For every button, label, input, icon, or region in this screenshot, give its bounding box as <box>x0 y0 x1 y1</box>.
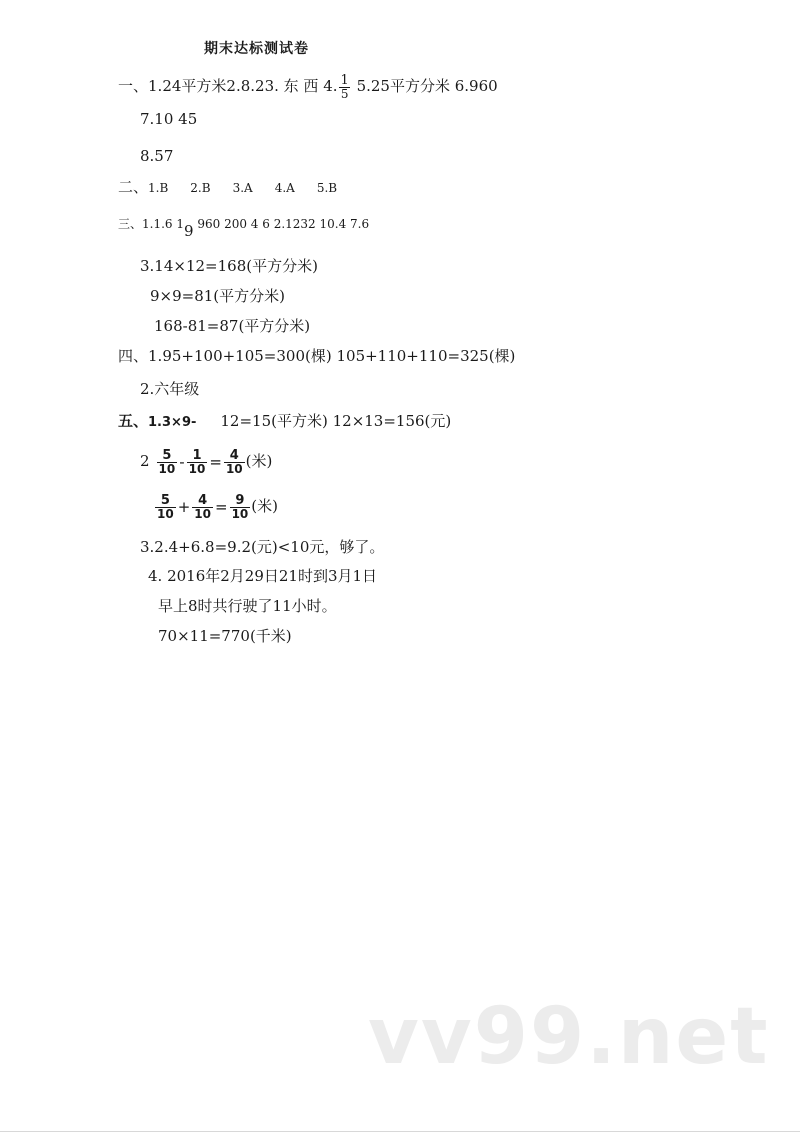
section-2-prefix: 二、 <box>118 178 149 196</box>
section-1-prefix: 一、 <box>118 77 149 95</box>
equals-sign: = <box>214 498 228 516</box>
section-2-item: 5.B <box>316 181 338 195</box>
section-3-line-1 <box>118 213 370 240</box>
section-3-line-3: 9×9=81(平方分米) <box>150 287 286 305</box>
fraction-numerator: 5 <box>160 493 170 508</box>
minus-sign: - <box>179 453 185 471</box>
fraction-numerator: 4 <box>198 493 208 508</box>
eq1-unit: (米) <box>245 452 273 470</box>
watermark: vv99.net <box>368 992 770 1082</box>
section-2-item: 4.A <box>274 181 295 195</box>
section-1-line-3: 8.57 <box>140 147 174 165</box>
section-5-text-a: 1.3×9- <box>148 415 197 430</box>
fraction <box>224 449 245 475</box>
fraction <box>192 494 213 520</box>
section-5-text-b: 12=15(平方米) 12×13=156(元) <box>220 412 452 430</box>
section-5-line-1 <box>118 411 451 433</box>
fraction <box>157 449 178 475</box>
section-3-text-b: 960 200 4 6 2.1232 10.4 7.6 <box>193 217 370 231</box>
section-1-text-b: 5.25平方分米 6.960 <box>351 77 498 95</box>
section-4-line-2: 2.六年级 <box>140 380 200 398</box>
fraction <box>187 449 208 475</box>
section-2-line <box>118 177 337 198</box>
fraction-denominator: 10 <box>225 462 243 476</box>
section-5-prefix: 五、 <box>118 412 149 430</box>
fraction-numerator: 9 <box>235 493 245 508</box>
fraction-numerator: 5 <box>162 448 172 463</box>
section-5-line-5: 早上8时共行驶了11小时。 <box>158 597 337 615</box>
section-3-line-2: 3.14×12=168(平方分米) <box>140 257 318 275</box>
fraction-denominator: 10 <box>231 507 249 521</box>
section-1-line-2: 7.10 45 <box>140 110 198 128</box>
section-5-line-6: 70×11=770(千米) <box>158 627 292 645</box>
section-2-item: 2.B <box>190 181 211 195</box>
page-title: 期末达标测试卷 <box>204 41 309 57</box>
section-3-prefix: 三、 <box>118 217 143 231</box>
fraction-numerator: 4 <box>229 448 239 463</box>
section-3-line-4: 168-81=87(平方分米) <box>154 317 311 335</box>
fraction-denominator: 10 <box>158 462 176 476</box>
eq1-lead: 2 <box>140 452 150 470</box>
section-2-item: 1.B <box>148 181 169 195</box>
fraction-denominator: 10 <box>188 462 206 476</box>
section-5-fraction-equation-1 <box>140 447 272 476</box>
page-bottom-divider <box>0 1131 800 1132</box>
fraction <box>155 494 176 520</box>
plus-sign: + <box>177 498 191 516</box>
section-2-item: 3.A <box>232 181 253 195</box>
section-3-subscript: 9 <box>184 222 194 240</box>
section-4-prefix: 四、 <box>118 347 149 365</box>
section-1-line-1 <box>118 74 498 100</box>
section-4-text: 1.95+100+105=300(棵) 105+110+110=325(棵) <box>148 347 516 365</box>
fraction-denominator: 10 <box>194 507 211 521</box>
fraction-denominator: 10 <box>157 507 174 521</box>
fraction <box>230 494 251 520</box>
section-4-line-1 <box>118 346 515 366</box>
equals-sign: = <box>209 453 222 471</box>
section-3-text-a: 1.1.6 1 <box>142 217 184 231</box>
section-5-line-4: 4. 2016年2月29日21时到3月1日 <box>148 567 378 585</box>
section-5-fraction-equation-2 <box>154 492 278 521</box>
fraction-denominator: 5 <box>340 87 349 101</box>
section-5-line-3: 3.2.4+6.8=9.2(元)<10元，够了。 <box>140 538 385 556</box>
section-1-text-a: 1.24平方米2.8.23. 东 西 4. <box>148 77 338 95</box>
fraction-numerator: 1 <box>340 73 349 88</box>
fraction-numerator: 1 <box>192 448 202 463</box>
eq2-unit: (米) <box>251 497 278 515</box>
fraction-one-fifth <box>339 74 351 100</box>
